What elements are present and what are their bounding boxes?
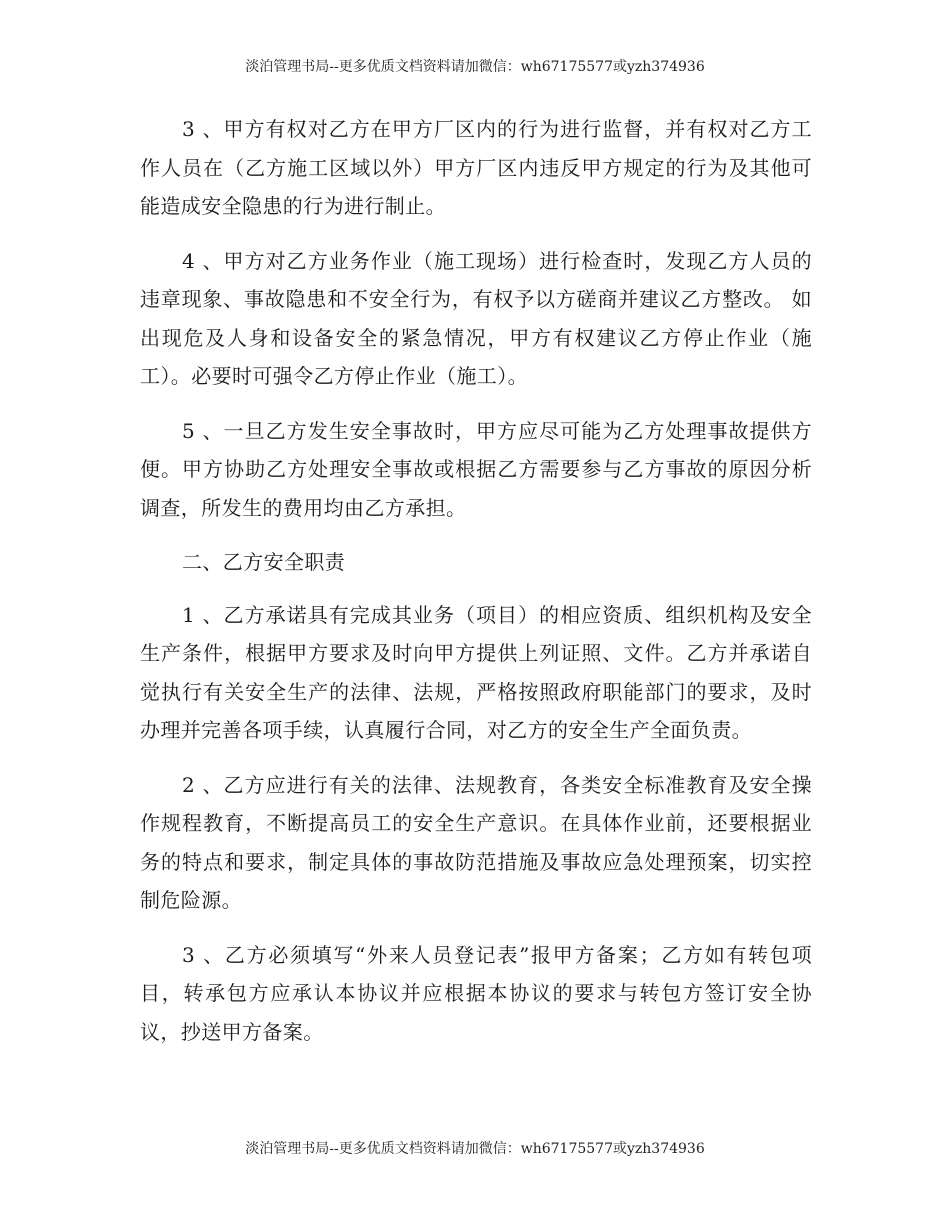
section-heading-party-b-duties: 二、乙方安全职责 (182, 550, 346, 574)
document-body (140, 110, 812, 1067)
paragraph-party-a-clause-3: 3 、甲方有权对乙方在甲方厂区内的行为进行监督，并有权对乙方工作人员在（乙方施工区域以外）甲方厂区内违反甲方规定的行为及其他可能造成安全隐患的行为进行制止。 (140, 117, 812, 218)
paragraph-party-a-clause-5: 5 、一旦乙方发生安全事故时，甲方应尽可能为乙方处理事故提供方便。甲方协助乙方处理安全事故或根据乙方需要参与乙方事故的原因分析调查，所发生的费用均由乙方承担。 (140, 418, 812, 520)
paragraph-party-a-clause-4: 4 、甲方对乙方业务作业（施工现场）进行检查时，发现乙方人员的违章现象、事故隐患和不安全行为，有权予以方磋商并建议乙方整改。 如出现危及人身和设备安全的紧急情况，甲方有权建议乙方停止作业（施工）。必要时可强令乙方停止作业（施工）。 (140, 248, 812, 388)
paragraph-party-b-clause-2: 2 、乙方应进行有关的法律、法规教育，各类安全标准教育及安全操作规程教育，不断提高员工的安全生产意识。在具体作业前，还要根据业务的特点和要求，制定具体的事故防范措施及事故应急处理预案，切实控制危险源。 (140, 772, 812, 912)
paragraph-party-b-clause-3: 3 、乙方必须填写“外来人员登记表”报甲方备案；乙方如有转包项目，转承包方应承认本协议并应根据本协议的要求与转包方签订安全协议，抄送甲方备案。 (140, 942, 812, 1044)
running-footer: 淡泊管理书局--更多优质文档资料请加微信：wh67175577或yzh374936 (245, 1141, 705, 1157)
paragraph-party-b-clause-1: 1 、乙方承诺具有完成其业务（项目）的相应资质、组织机构及安全生产条件，根据甲方要求及时向甲方提供上列证照、文件。乙方并承诺自觉执行有关安全生产的法律、法规，严格按照政府职能部门的要求，及时办理并完善各项手续，认真履行合同，对乙方的安全生产全面负责。 (140, 602, 812, 742)
running-header: 淡泊管理书局--更多优质文档资料请加微信：wh67175577或yzh374936 (245, 59, 705, 75)
